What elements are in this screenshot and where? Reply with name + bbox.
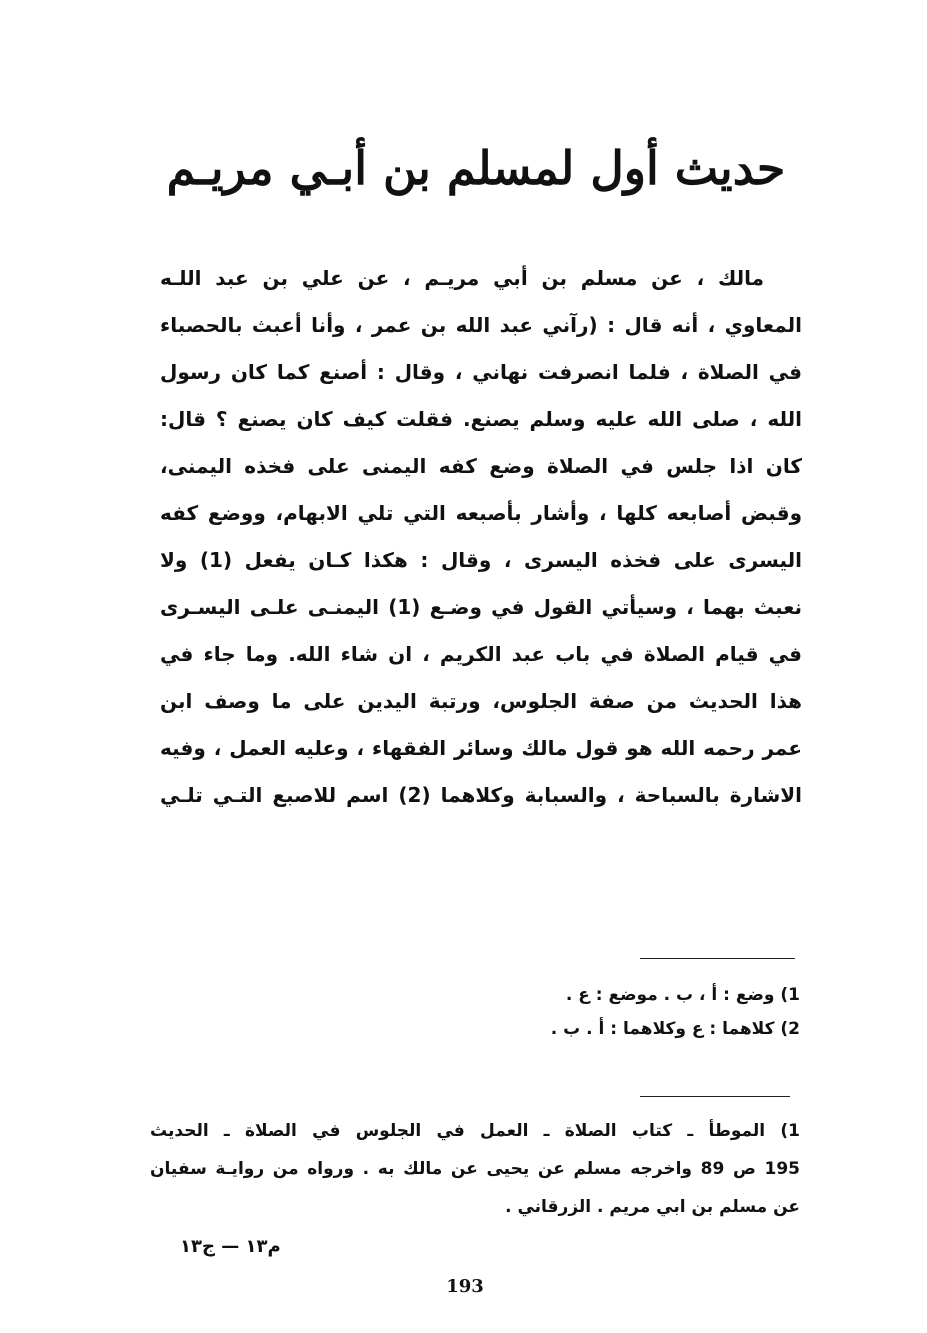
variant-note: 2) كلاهما : ع وكلاهما : أ . ب .: [550, 1019, 800, 1039]
text-line: كان اذا جلس في الصلاة وضع كفه اليمنى على فخذه اليمنى،: [160, 454, 802, 478]
footnote-line: 195 ص 89 واخرجه مسلم عن يحيى عن مالك به . ورواه من روايـة سفيان: [150, 1159, 800, 1179]
variant-note: 1) وضع : أ ، ب . موضع : ع .: [565, 985, 800, 1005]
text-line: نعبث بهما ، وسيأتي القول في وضـع (1) اليمنـى علـى اليسـرى: [160, 595, 802, 619]
text-line: هذا الحديث من صفة الجلوس، ورتبة اليدين على ما وصف ابن: [160, 689, 802, 713]
printer-signature-mark: م١٣ — ج١٣: [180, 1236, 281, 1257]
text-line: وقبض أصابعه كلها ، وأشار بأصبعه التي تلي الابهام، ووضع كفه: [160, 501, 802, 525]
chapter-title: حديث أول لمسلم بن أبـي مريـم: [166, 141, 786, 195]
text-line: المعاوي ، أنه قال : (رآني عبد الله بن عمر ، وأنا أعبث بالحصباء: [160, 313, 802, 337]
manuscript-variants: [420, 978, 800, 1046]
text-line: مالك ، عن مسلم بن أبي مريـم ، عن علي بن عبد اللـه: [160, 266, 764, 290]
text-line: عمر رحمه الله هو قول مالك وسائر الفقهاء ، وعليه العمل ، وفيه: [160, 736, 802, 760]
footnotes-divider: [640, 1096, 790, 1097]
text-line: الاشارة بالسباحة ، والسبابة وكلاهما (2) اسم للاصبع التـي تلـي: [160, 783, 802, 807]
footnote-line: عن مسلم بن ابي مريم . الزرقاني .: [505, 1197, 800, 1217]
text-line: في قيام الصلاة في باب عبد الكريم ، ان شاء الله. وما جاء في: [160, 642, 802, 666]
main-text-block: [160, 255, 802, 819]
footnotes-block: [150, 1112, 800, 1226]
page-number: 193: [446, 1276, 484, 1297]
text-line: الله ، صلى الله عليه وسلم يصنع. فقلت كيف كان يصنع ؟ قال:: [160, 407, 802, 431]
footnote-line: 1) الموطأ ـ كتاب الصلاة ـ العمل في الجلوس في الصلاة ـ الحديث: [150, 1121, 800, 1141]
text-line: اليسرى على فخذه اليسرى ، وقال : هكذا كـان يفعل (1) ولا: [160, 548, 802, 572]
variants-divider: [640, 958, 795, 959]
text-line: في الصلاة ، فلما انصرفت نهاني ، وقال : أصنع كما كان رسول: [160, 360, 802, 384]
